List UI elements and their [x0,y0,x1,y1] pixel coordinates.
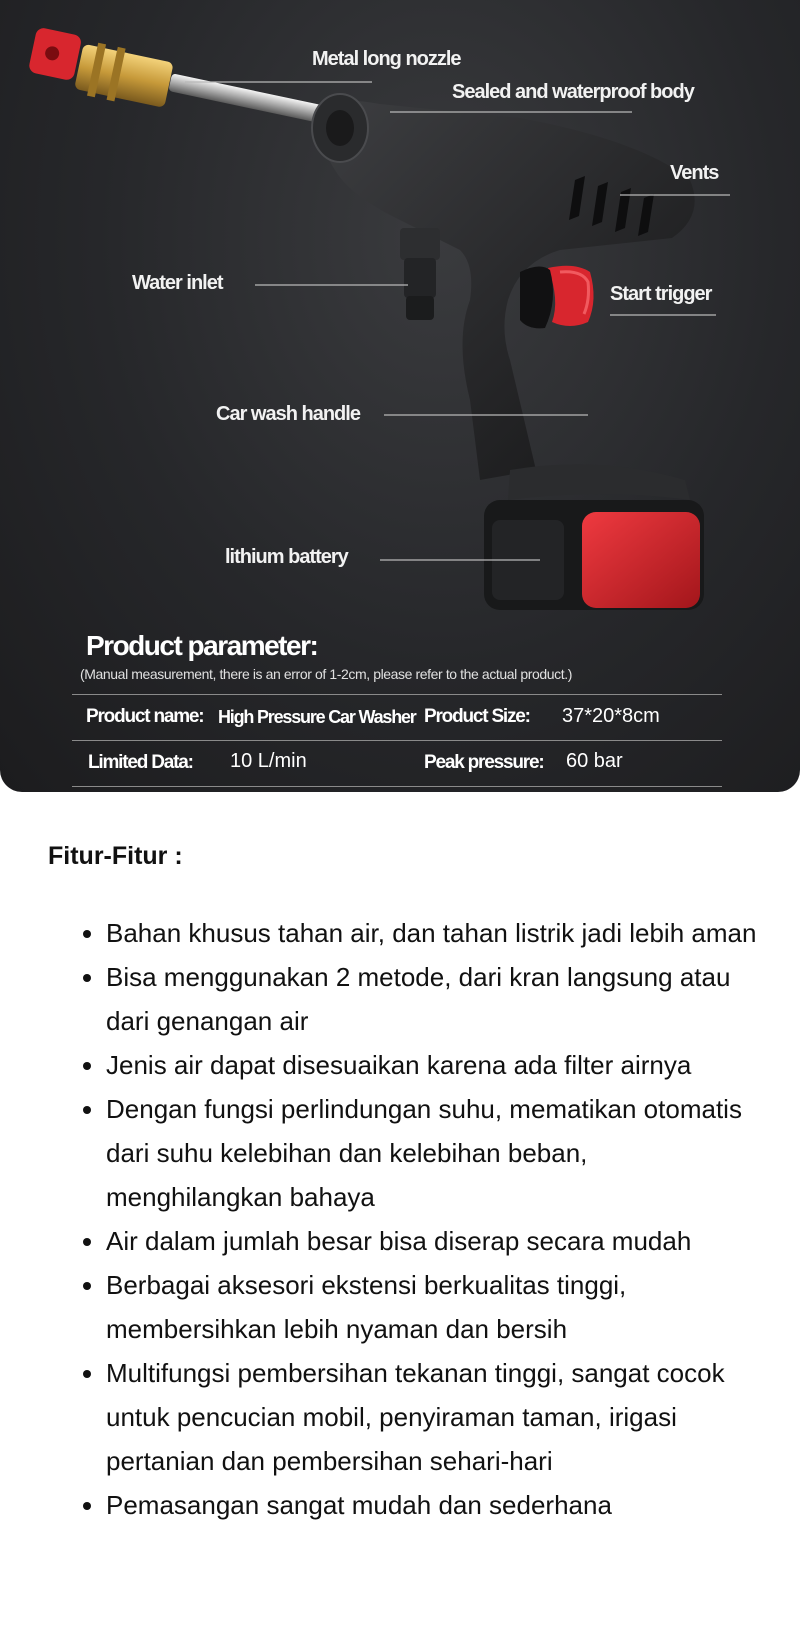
params-divider [72,786,722,787]
callout-vents: Vents [670,162,719,184]
params-title: Product parameter: [86,630,318,661]
callout-handle: Car wash handle [216,403,360,425]
limited-data-value: 10 L/min [230,750,307,772]
product-size-value: 37*20*8cm [562,705,660,727]
callout-inlet: Water inlet [132,272,223,294]
peak-pressure-value: 60 bar [566,750,623,772]
list-item: • Jenis air dapat disesuaikan karena ada filter airnya [106,1043,768,1087]
list-item: • Multifungsi pembersihan tekanan tinggi, sangat cocok untuk pencucian mobil, penyiraman taman, irigasi pertanian dan pembersihan sehari-hari [106,1351,768,1483]
product-name-label: Product name: [86,706,204,727]
callout-nozzle: Metal long nozzle [312,48,461,70]
callout-battery: lithium battery [225,546,348,568]
nozzle-brass-connector [73,40,174,112]
peak-pressure-label: Peak pressure: [424,752,544,773]
list-item: • Bisa menggunakan 2 metode, dari kran langsung atau dari genangan air [106,955,768,1043]
trigger [548,266,594,326]
params-note: (Manual measurement, there is an error of 1-2cm, please refer to the actual product.) [80,666,573,682]
features-list [48,911,768,1527]
callout-body: Sealed and waterproof body [452,81,694,103]
battery-pack [484,464,704,610]
list-item: • Pemasangan sangat mudah dan sederhana [106,1483,768,1527]
params-divider [72,740,722,741]
params-divider [72,694,722,695]
callout-trigger: Start trigger [610,283,712,305]
list-item: • Air dalam jumlah besar bisa diserap secara mudah [106,1219,768,1263]
list-item: • Dengan fungsi perlindungan suhu, mematikan otomatis dari suhu kelebihan dan kelebihan beban, menghilangkan bahaya [106,1087,768,1219]
nozzle-red-cap [28,27,83,82]
features-section [48,842,768,1527]
water-inlet [400,228,440,320]
features-heading: Fitur-Fitur : [48,842,183,870]
product-size-label: Product Size: [424,706,530,727]
product-banner [0,0,800,792]
list-item: • Berbagai aksesori ekstensi berkualitas tinggi, membersihkan lebih nyaman dan bersih [106,1263,768,1351]
product-name-value: High Pressure Car Washer [218,707,416,727]
limited-data-label: Limited Data: [88,752,193,773]
list-item: • Bahan khusus tahan air, dan tahan listrik jadi lebih aman [106,911,768,955]
